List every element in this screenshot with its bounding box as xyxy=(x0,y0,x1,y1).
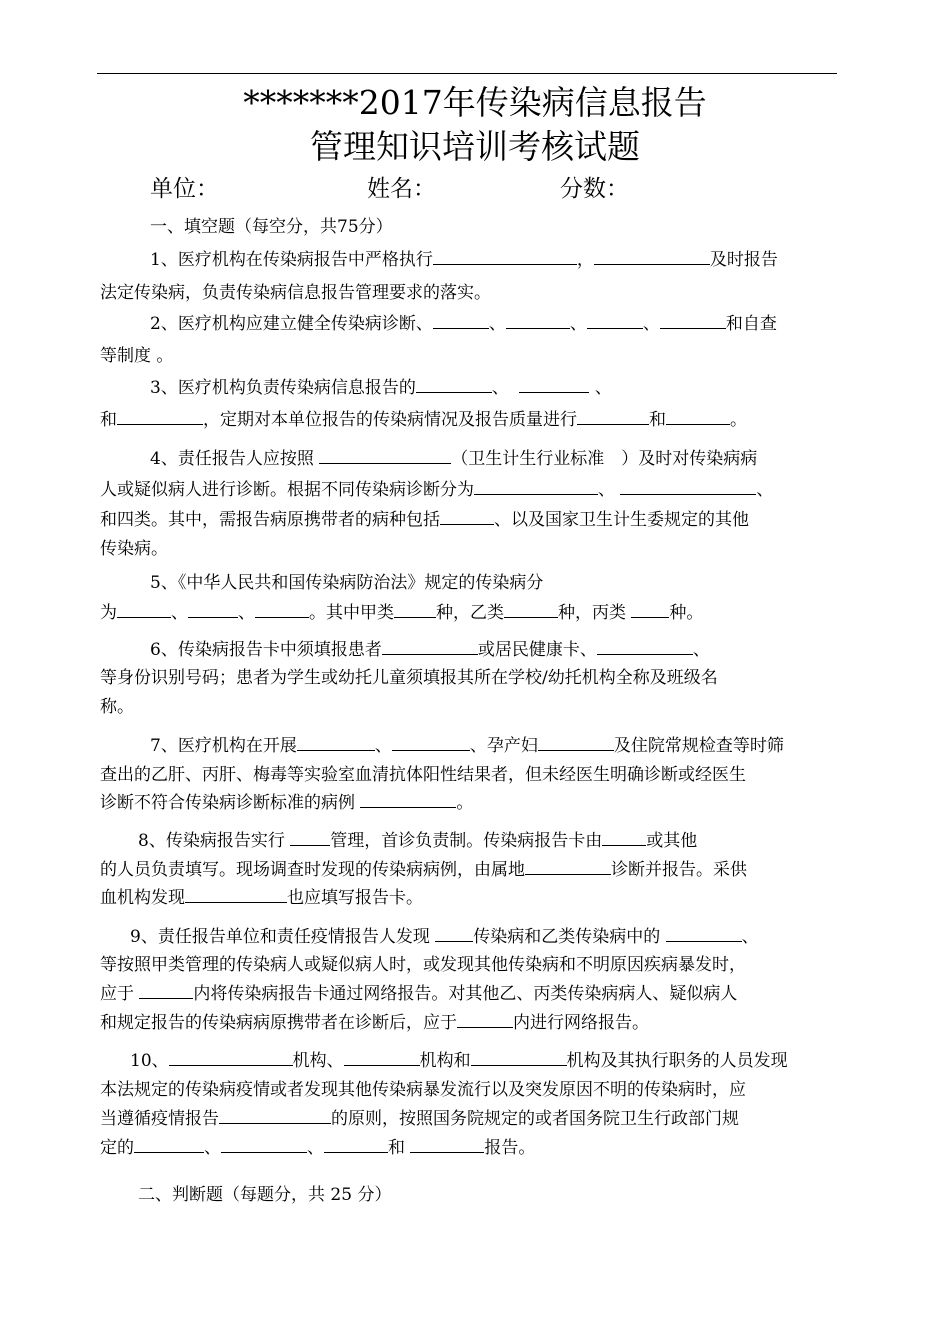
text-segment: 种，乙类 xyxy=(436,603,504,623)
text-segment: 、 xyxy=(307,1138,324,1158)
text-segment: 、 xyxy=(594,378,612,398)
question-8-line-1 xyxy=(138,826,868,856)
text-segment: 10、 xyxy=(130,1051,169,1071)
question-10-line-4 xyxy=(100,1133,830,1163)
answer-blank[interactable] xyxy=(433,311,489,329)
text-segment: 等身份识别号码；患者为学生或幼托儿童须填报其所在学校/幼托机构全称及班级名 xyxy=(100,668,718,688)
question-1-line-2 xyxy=(100,278,830,308)
question-7-line-3 xyxy=(100,788,830,818)
answer-blank[interactable] xyxy=(538,733,614,751)
text-segment: 机构、 xyxy=(292,1051,344,1071)
text-segment: 和 xyxy=(649,410,666,430)
answer-blank[interactable] xyxy=(602,828,646,846)
text-segment: 等按照甲类管理的传染病人或疑似病人时，或发现其他传染病和不明原因疾病暴发时， xyxy=(100,955,746,975)
text-segment: （卫生计生行业标准 ）及时对传染病病 xyxy=(451,449,758,469)
question-10-line-2 xyxy=(100,1075,830,1105)
text-segment: 或居民健康卡、 xyxy=(477,640,597,660)
text-segment: 查出的乙肝、丙肝、梅毒等实验室血清抗体阳性结果者，但未经医生明确诊断或经医生 xyxy=(100,765,746,785)
text-segment: 、 xyxy=(756,480,774,500)
text-segment: 8、传染病报告实行 xyxy=(138,831,291,851)
text-segment: 为 xyxy=(100,603,117,623)
question-5-line-2 xyxy=(100,598,830,628)
text-segment: 5、《中华人民共和国传染病防治法》规定的传染病分 xyxy=(150,573,544,593)
text-segment: 当遵循疫情报告 xyxy=(100,1109,219,1129)
question-9-line-2 xyxy=(100,950,830,980)
answer-blank[interactable] xyxy=(440,507,494,525)
text-segment: 血机构发现 xyxy=(100,888,185,908)
text-segment: 、以及国家卫生计生委规定的其他 xyxy=(494,510,749,530)
text-segment: 。其中甲类 xyxy=(309,603,394,623)
exam-title-line1: *******2017年传染病信息报告 xyxy=(243,83,707,122)
question-1-line-1 xyxy=(150,245,880,275)
question-4-line-3 xyxy=(100,505,830,535)
text-segment: 及住院常规检查等时筛 xyxy=(613,736,784,756)
text-segment: 本法规定的传染病疫情或者发现其他传染病暴发流行以及突发原因不明的传染病时，应 xyxy=(100,1080,746,1100)
exam-title-line2: 管理知识培训考核试题 xyxy=(310,127,640,166)
text-segment: 、 xyxy=(238,603,255,623)
answer-blank[interactable] xyxy=(587,311,643,329)
answer-blank[interactable] xyxy=(392,733,470,751)
text-segment: 和自查 xyxy=(725,314,777,334)
answer-blank[interactable] xyxy=(221,1135,307,1153)
text-segment: 的人员负责填写。现场调查时发现的传染病病例，由属地 xyxy=(100,860,525,880)
answer-blank[interactable] xyxy=(525,857,611,875)
answer-blank[interactable] xyxy=(134,1135,204,1153)
text-segment: 的原则，按照国务院规定的或者国务院卫生行政部门规 xyxy=(331,1109,739,1129)
answer-blank[interactable] xyxy=(457,1010,513,1028)
text-segment: 、 xyxy=(598,480,621,500)
text-segment: 3、医疗机构负责传染病信息报告的 xyxy=(150,378,416,398)
answer-blank[interactable] xyxy=(594,247,710,265)
text-segment: 、 xyxy=(204,1138,221,1158)
name-label: 姓名： xyxy=(367,176,436,202)
text-segment: 内进行网络报告。 xyxy=(513,1013,649,1033)
text-segment: 种。 xyxy=(669,603,704,623)
answer-blank[interactable] xyxy=(117,600,171,618)
text-segment: 机构及其执行职务的人员发现 xyxy=(566,1051,788,1071)
text-segment: 、 xyxy=(569,314,587,334)
answer-blank[interactable] xyxy=(394,600,436,618)
text-segment: 或其他 xyxy=(646,831,698,851)
question-4-line-1 xyxy=(150,444,880,474)
text-segment: 报告。 xyxy=(484,1138,536,1158)
text-segment: 等制度 。 xyxy=(100,346,174,366)
text-segment: 人或疑似病人进行诊断。根据不同传染病诊断分为 xyxy=(100,480,474,500)
answer-blank[interactable] xyxy=(319,446,451,464)
question-10-line-1 xyxy=(130,1046,860,1076)
text-segment: 内将传染病报告卡通过网络报告。对其他乙、丙类传染病病人、疑似病人 xyxy=(193,984,738,1004)
text-segment: 4、责任报告人应按照 xyxy=(150,449,320,469)
answer-blank[interactable] xyxy=(597,637,693,655)
answer-blank[interactable] xyxy=(435,924,473,942)
question-7-line-1 xyxy=(150,731,880,761)
answer-blank[interactable] xyxy=(324,1135,388,1153)
answer-blank[interactable] xyxy=(219,1106,331,1124)
text-segment: 、 xyxy=(488,314,506,334)
answer-blank[interactable] xyxy=(620,477,756,495)
question-3-line-2 xyxy=(100,405,830,435)
text-segment: 称。 xyxy=(100,697,134,717)
text-segment: 、 xyxy=(642,314,660,334)
text-segment: 。 xyxy=(456,793,474,813)
answer-blank[interactable] xyxy=(169,1048,293,1066)
text-segment: 机构和 xyxy=(419,1051,471,1071)
text-segment: 管理，首诊负责制。传染病报告卡由 xyxy=(330,831,603,851)
answer-blank[interactable] xyxy=(255,600,309,618)
answer-blank[interactable] xyxy=(519,375,589,393)
answer-blank[interactable] xyxy=(290,828,330,846)
answer-blank[interactable] xyxy=(410,1135,484,1153)
text-segment: 、 xyxy=(692,640,710,660)
top-rule xyxy=(97,73,837,74)
question-4-line-4 xyxy=(100,534,830,564)
section-true-false-heading: 二、判断题（每题分，共 25 分） xyxy=(138,1185,392,1205)
text-segment: 及时报告 xyxy=(709,250,778,270)
text-segment: 种，丙类 xyxy=(558,603,632,623)
score-label: 分数： xyxy=(560,176,629,202)
text-segment: 、 xyxy=(741,927,759,947)
answer-blank[interactable] xyxy=(185,885,287,903)
text-segment: 7、医疗机构在开展 xyxy=(150,736,297,756)
question-7-line-2 xyxy=(100,760,830,790)
text-segment: 法定传染病，负责传染病信息报告管理要求的落实。 xyxy=(100,283,491,303)
section-fill-in-heading: 一、填空题（每空分，共75分） xyxy=(150,217,393,237)
text-segment: 诊断并报告。采供 xyxy=(611,860,747,880)
text-segment: 、 xyxy=(374,736,392,756)
text-segment: 9、责任报告单位和责任疫情报告人发现 xyxy=(130,927,436,947)
text-segment: 。 xyxy=(730,410,747,430)
answer-blank[interactable] xyxy=(344,1048,420,1066)
unit-label: 单位： xyxy=(150,176,219,202)
answer-blank[interactable] xyxy=(139,981,193,999)
text-segment: 、 xyxy=(491,378,509,398)
question-10-line-3 xyxy=(100,1104,830,1134)
question-4-line-2 xyxy=(100,475,830,505)
question-2-line-1 xyxy=(150,309,880,339)
answer-blank[interactable] xyxy=(433,247,577,265)
answer-blank[interactable] xyxy=(666,924,742,942)
answer-blank[interactable] xyxy=(660,311,726,329)
text-segment: 应于 xyxy=(100,984,140,1004)
question-8-line-2 xyxy=(100,855,830,885)
question-9-line-1 xyxy=(130,922,860,952)
question-9-line-3 xyxy=(100,979,830,1009)
answer-blank[interactable] xyxy=(297,733,375,751)
text-segment: 、孕产妇 xyxy=(469,736,538,756)
answer-blank[interactable] xyxy=(471,1048,567,1066)
text-segment: 6、传染病报告卡中须填报患者 xyxy=(150,640,382,660)
answer-blank[interactable] xyxy=(504,600,558,618)
question-9-line-4 xyxy=(100,1008,830,1038)
text-segment: 定的 xyxy=(100,1138,134,1158)
text-segment: ，定期对本单位报告的传染病情况及报告质量进行 xyxy=(203,410,577,430)
question-3-line-1 xyxy=(150,373,880,403)
text-segment: 和 xyxy=(388,1138,411,1158)
question-6-line-3 xyxy=(100,692,830,722)
text-segment: 1、医疗机构在传染病报告中严格执行 xyxy=(150,250,433,270)
answer-blank[interactable] xyxy=(382,637,478,655)
text-segment: 传染病和乙类传染病中的 xyxy=(473,927,666,947)
text-segment: 和 xyxy=(100,410,117,430)
question-2-line-2 xyxy=(100,341,830,371)
answer-blank[interactable] xyxy=(188,600,238,618)
answer-blank[interactable] xyxy=(117,407,203,425)
question-5-line-1 xyxy=(150,568,880,598)
text-segment: 诊断不符合传染病诊断标准的病例 xyxy=(100,793,361,813)
answer-blank[interactable] xyxy=(506,311,570,329)
answer-blank[interactable] xyxy=(474,477,598,495)
text-segment: 和规定报告的传染病病原携带者在诊断后，应于 xyxy=(100,1013,457,1033)
answer-blank[interactable] xyxy=(416,375,492,393)
text-segment: 、 xyxy=(171,603,188,623)
question-6-line-1 xyxy=(150,635,880,665)
answer-blank[interactable] xyxy=(666,407,730,425)
answer-blank[interactable] xyxy=(631,600,669,618)
text-segment: 也应填写报告卡。 xyxy=(287,888,423,908)
answer-blank[interactable] xyxy=(360,790,456,808)
question-8-line-3 xyxy=(100,883,830,913)
answer-blank[interactable] xyxy=(577,407,649,425)
text-segment: 2、医疗机构应建立健全传染病诊断、 xyxy=(150,314,433,334)
text-segment: 和四类。其中，需报告病原携带者的病种包括 xyxy=(100,510,440,530)
text-segment: ， xyxy=(576,250,594,270)
question-6-line-2 xyxy=(100,663,830,693)
text-segment: 传染病。 xyxy=(100,539,168,559)
